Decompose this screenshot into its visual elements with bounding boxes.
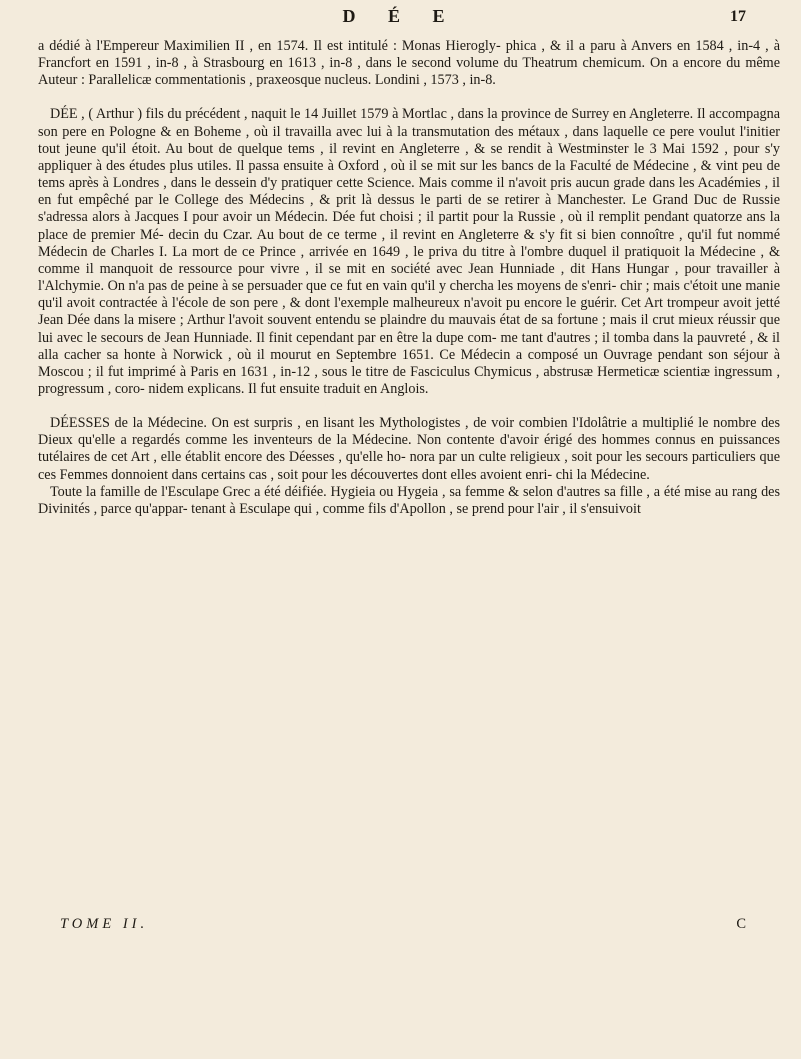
body-text xyxy=(38,38,780,518)
paragraph-monas-continuation: a dédié à l'Empereur Maximilien II , en 1574. Il est intitulé : Monas Hierogly- phica , & il a paru à Anvers en 1584 , in-4 , à Francfort en 1591 , in-8 , à Strasbourg en 1613 , in-8 , dans le second volume du Theatrum chemicum. On a encore du même Auteur : Parallelicæ commentationis , praxeosque nucleus. Londini , 1573 , in-8. xyxy=(38,38,780,89)
volume-label: TOME II. xyxy=(60,916,149,932)
entry-deesses: DÉESSES de la Médecine. On est surpris , en lisant les Mythologistes , de voir combien l'Idolâtrie a multiplié le nombre des Dieux qu'elle a regardés comme les inventeurs de la Médecine. Non contente d'avoir érigé des hommes connus en puissances tutélaires de cet Art , elle établit encore des Déesses , qu'elle ho- nora par un culte religieux , soit pour les secours particuliers que ces Femmes donnoient dans certains cas , soit pour les découvertes dont elles avoient enri- chi la Médecine. xyxy=(38,415,780,483)
page-footer xyxy=(60,916,746,936)
page-number: 17 xyxy=(730,8,746,25)
paragraph-esculape: Toute la famille de l'Esculape Grec a été déifiée. Hygieia ou Hygeia , sa femme & selon d'autres sa fille , a été mise au rang des Divinités , parce qu'appar- tenant à Esculape qui , comme fils d'Apollon , se prend pour l'air , il s'ensuivoit xyxy=(38,483,780,517)
running-title: D É E xyxy=(342,6,459,26)
signature-mark: C xyxy=(736,916,746,932)
page-header xyxy=(0,6,801,32)
entry-dee-arthur: DÉE , ( Arthur ) fils du précédent , naquit le 14 Juillet 1579 à Mortlac , dans la province de Surrey en Angleterre. Il accompagna son pere en Pologne & en Boheme , où il travailla avec lui à la transmutation des métaux , dans laquelle ce pere voulut l'initier tout jeune qu'il étoit. Au bout de quelque tems , il revint en Angleterre , & se rendit à Westminster le 3 Mai 1592 , pour s'y appliquer à des études plus utiles. Il passa ensuite à Oxford , où il se mit sur les bancs de la Faculté de Médecine , & vint peu de tems après à Londres , dans le dessein d'y pratiquer cette Science. Mais comme il n'avoit pris aucun grade dans les Académies , il en fut empêché par le College des Médecins , & prit là dessus le parti de se retirer à Manchester. Le Grand Duc de Russie s'adressa alors à Jacques I pour avoir un Médecin. Dée fut choisi ; il partit pour la Russie , où il remplit pendant quatorze ans la place de premier Mé- decin du Czar. Au bout de ce terme , il revint en Angleterre & s'y fit si bien connoître , qu'il fut nommé Médecin de Charles I. La mort de ce Prince , arrivée en 1649 , le priva du titre à l'ombre duquel il pratiquoit la Médecine , & comme il manquoit de ressource pour vivre , il se mit en société avec Jean Hunniade , dit Hans Hungar , pour travailler à l'Alchymie. On n'a pas de peine à se persuader que ce fut en vain qu'il y chercha les moyens de s'enri- chir ; mais c'étoit une manie qu'il avoit contractée à l'école de son pere , & dont l'exemple malheureux n'avoit pu encore le guérir. Cet Art trompeur avoit jetté Jean Dée dans la misere ; Arthur l'avoit souvent entendu se plaindre du mauvais état de sa fortune ; mais il crut mieux réussir que lui avec le secours de Jean Hunniade. Il finit cependant par en être la dupe com- me tant d'autres ; il tomba dans la pauvreté , & il alla cacher sa honte à Norwick , où il mourut en Septembre 1651. Ce Médecin a composé un Ouvrage pendant son séjour à Moscou ; il fut imprimé à Paris en 1631 , in-12 , sous le titre de Fasciculus Chymicus , abstrusæ Hermeticæ scientiæ ingressum , progressum , coro- nidem explicans. Il fut ensuite traduit en Anglois. xyxy=(38,106,780,397)
